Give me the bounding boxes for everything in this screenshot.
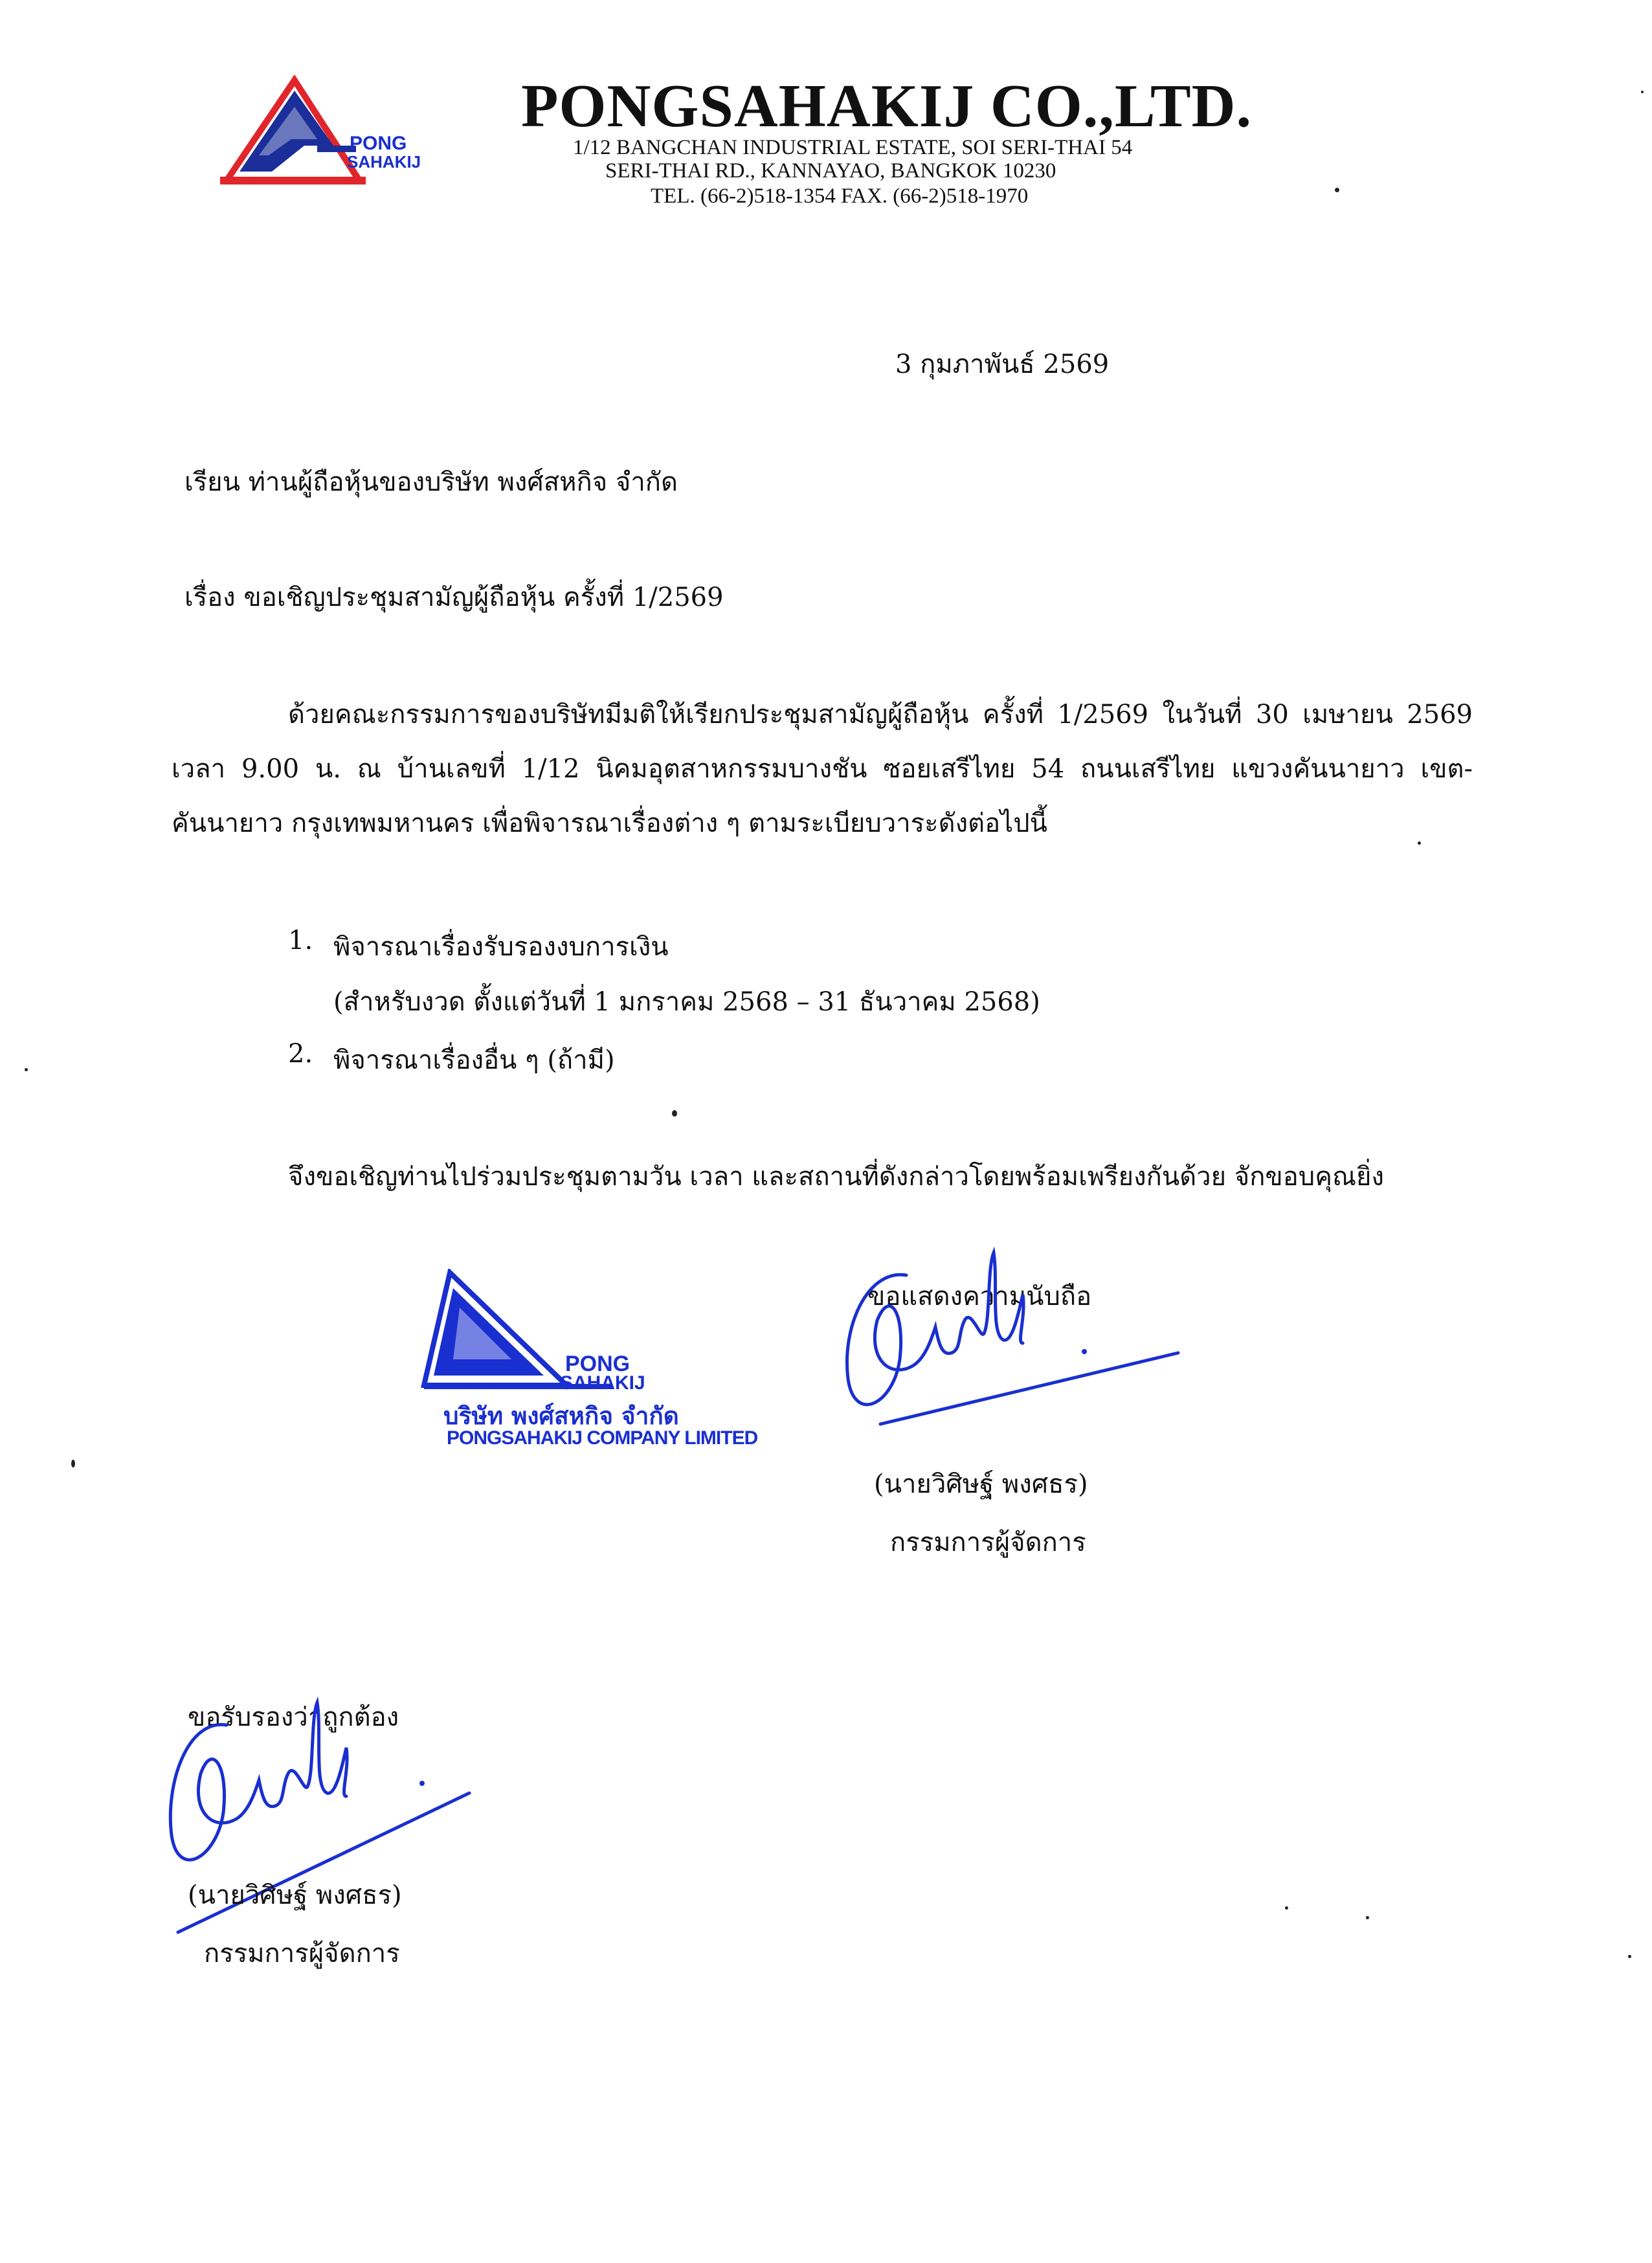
agenda-item-1-subtext: (สำหรับงวด ตั้งแต่วันที่ 1 มกราคม 2568 – 31 ธันวาคม 2568): [333, 987, 1040, 1017]
scan-speck: [25, 1068, 28, 1071]
address-line-2: SERI-THAI RD., KANNAYAO, BANGKOK 10230: [605, 159, 1056, 183]
stamp-text-pong: PONG: [565, 1352, 631, 1376]
contact-line: TEL. (66-2)518-1354 FAX. (66-2)518-1970: [651, 184, 1029, 208]
scan-speck: [1628, 1955, 1631, 1958]
certify-name: (นายวิศิษฐ์ พงศธร): [188, 1880, 402, 1910]
scan-speck: [1366, 1916, 1369, 1919]
certify-salutation: ขอรับรองว่าถูกต้อง: [188, 1702, 399, 1732]
signature-title: กรรมการผู้จัดการ: [890, 1528, 1086, 1557]
scan-speck: [1285, 1906, 1288, 1910]
signature-salutation: ขอแสดงความนับถือ: [867, 1282, 1092, 1311]
scan-speck: [1418, 842, 1421, 845]
logo-text-pong: PONG: [350, 133, 407, 154]
agenda-item-1-text: พิจารณาเรื่องรับรองงบการเงิน: [333, 932, 669, 962]
stamp-english-name: PONGSAHAKIJ COMPANY LIMITED: [447, 1427, 758, 1449]
signature-scribble-icon: [829, 1230, 1191, 1476]
letterhead-logo: [220, 68, 440, 188]
logo-text-sahakij: SAHAKIJ: [347, 152, 421, 172]
stamp-text-sahakij: SAHAKIJ: [560, 1372, 645, 1394]
recipient-line: เรียน ท่านผู้ถือหุ้นของบริษัท พงศ์สหกิจ จำกัด: [184, 467, 678, 497]
subject-line: เรื่อง ขอเชิญประชุมสามัญผู้ถือหุ้น ครั้งที่ 1/2569: [184, 583, 724, 612]
certify-title: กรรมการผู้จัดการ: [204, 1939, 400, 1968]
agenda-item-2-number: 2.: [288, 1039, 313, 1069]
scan-speck: [672, 1110, 677, 1117]
agenda-item-1-number: 1.: [288, 926, 313, 955]
address-line-1: 1/12 BANGCHAN INDUSTRIAL ESTATE, SOI SERI-THAI 54: [573, 136, 1133, 159]
company-stamp: [398, 1269, 761, 1463]
scan-speck: [1641, 91, 1644, 93]
letter-date: 3 กุมภาพันธ์ 2569: [895, 350, 1110, 379]
scan-speck: [71, 1460, 75, 1467]
closing-line: จึงขอเชิญท่านไปร่วมประชุมตามวัน เวลา และสถานที่ดังกล่าวโดยพร้อมเพรียงกันด้วย จักขอบคุณยิ่ง: [288, 1162, 1385, 1192]
body-paragraph: ด้วยคณะกรรมการของบริษัทมีมติให้เรียกประชุมสามัญผู้ถือหุ้น ครั้งที่ 1/2569 ในวันที่ 30 เมษายน 2569 เวลา 9.00 น. ณ บ้านเลขที่ 1/12 นิคมอุตสาหกรรมบางชัน ซอยเสรีไทย 54 ถนนเสรีไทย แขวงคันนายาว เขต-คันนายาว กรุงเทพมหานคร เพื่อพิจารณาเรื่องต่าง ๆ ตามระเบียบวาระดังต่อไปนี้: [172, 700, 1473, 838]
stamp-thai-name: บริษัท พงศ์สหกิจ จำกัด: [443, 1402, 679, 1430]
agenda-item-2-text: พิจารณาเรื่องอื่น ๆ (ถ้ามี): [333, 1045, 615, 1075]
scan-speck: [1335, 188, 1339, 192]
signature-name: (นายวิศิษฐ์ พงศธร): [874, 1469, 1088, 1499]
company-name: PONGSAHAKIJ CO.,LTD.: [521, 72, 1253, 140]
